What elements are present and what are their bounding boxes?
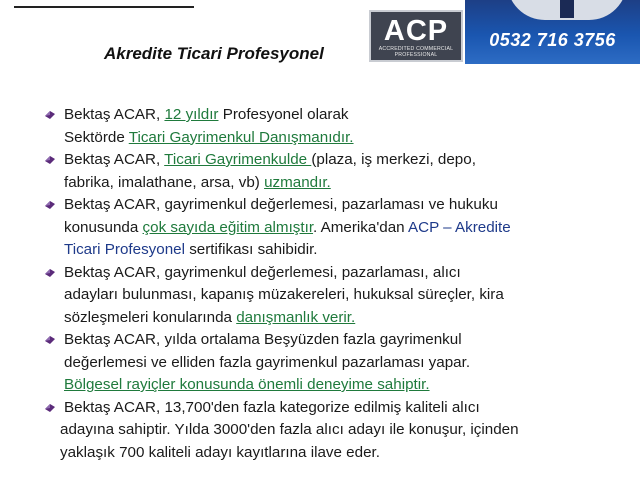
commercial-realestate-link[interactable]: Ticari Gayrimenkulde [164,151,312,168]
training-link[interactable]: çok sayıda eğitim almıştır [142,218,314,236]
consulting-link[interactable]: danışmanlık verir. [236,308,356,326]
text: adayları bulunması, kapanış müzakereleri, hukuksal süreçler, kira [64,286,504,303]
list-item [44,104,634,149]
logo-sub-text-2: PROFESSIONAL [394,52,438,58]
contact-banner [465,0,640,64]
years-link[interactable]: 12 yıldır [164,106,219,123]
text: konusunda [64,218,143,236]
page-title: Akredite Ticari Profesyonel [104,44,324,63]
text: sertifikası sahibidir. [184,241,318,258]
list-item [44,397,634,465]
text: Bektaş ACAR, gayrimenkul değerlemesi, pazarlaması ve hukuku [64,196,498,213]
acp-logo [369,10,463,62]
acp-text: ACP – Akredite [407,218,511,236]
text: (plaza, iş merkezi, depo, [311,151,476,168]
diamond-bullet-icon [44,268,56,278]
acp-text-2: Ticari Profesyonel [64,241,185,258]
text: Profesyonel olarak [218,106,349,123]
logo-main-text: ACP [383,15,449,47]
tie-shape [560,0,574,18]
list-item [44,194,634,262]
text: değerlemesi ve elliden fazla gayrimenkul pazarlaması yapar. [64,353,471,371]
logo-sub-text-1: ACCREDITED COMMERCIAL [378,46,454,52]
commercial-consultant-link[interactable]: Ticari Gayrimenkul Danışmanıdır. [128,128,354,146]
diamond-bullet-icon [44,155,56,165]
diamond-bullet-icon [44,335,56,345]
text: Sektörde [64,128,129,146]
text: . Amerika'dan [313,218,408,236]
text: Bektaş ACAR, yılda ortalama Beşyüzden fazla gayrimenkul [64,331,462,348]
diamond-bullet-icon [44,200,56,210]
text: adayına sahiptir. Yılda 3000'den fazla alıcı adayı ile konuşur, içinden [60,421,519,438]
top-divider [14,6,194,8]
bullet-list [44,104,634,464]
text: sözleşmeleri konularında [64,308,237,326]
text: Bektaş ACAR, [64,151,165,168]
text: yaklaşık 700 kaliteli adayı kayıtlarına ilave eder. [60,443,380,461]
regional-rates-link[interactable]: Bölgesel rayiçler konusunda önemli deneyime sahiptir. [64,376,430,393]
list-item [44,262,634,330]
diamond-bullet-icon [44,110,56,120]
list-item [44,329,634,397]
diamond-bullet-icon [44,403,56,413]
text: fabrika, imalathane, arsa, vb) [64,173,265,191]
phone-number: 0532 716 3756 [489,30,616,50]
list-item [44,149,634,194]
text: Bektaş ACAR, [64,106,165,123]
text: Bektaş ACAR, 13,700'den fazla kategorize edilmiş kaliteli alıcı [64,398,480,416]
expert-link[interactable]: uzmandır. [264,173,331,191]
text: Bektaş ACAR, gayrimenkul değerlemesi, pazarlaması, alıcı [64,263,461,281]
